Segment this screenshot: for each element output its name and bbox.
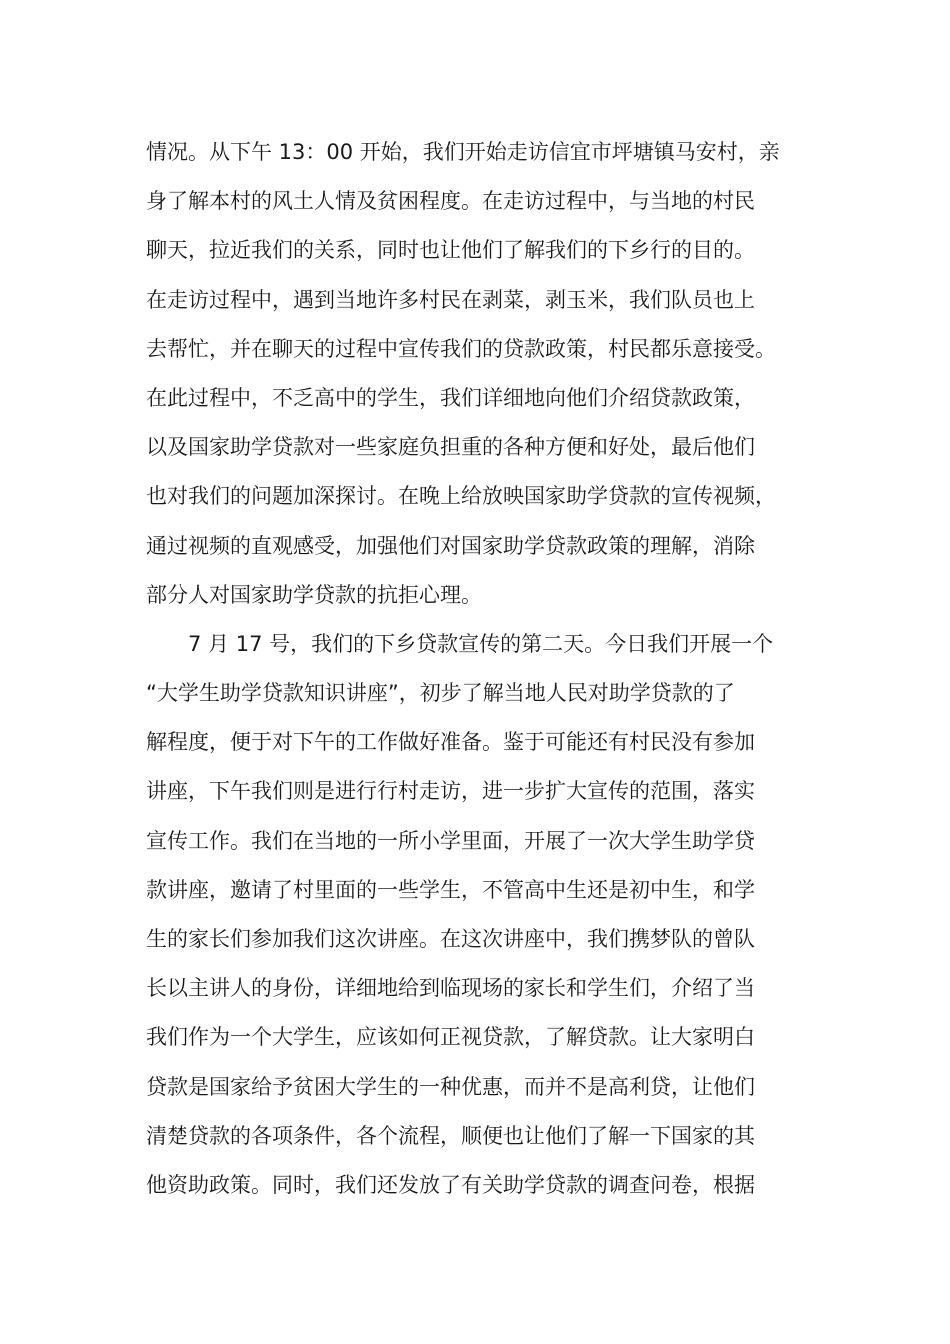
text-line: 贷款是国家给予贫困大学生的一种优惠，而并不是高利贷，让他们 (146, 1074, 755, 1099)
text-line: 款讲座，邀请了村里面的一些学生，不管高中生还是初中生，和学 (146, 877, 755, 902)
text-line: 以及国家助学贷款对一些家庭负担重的各种方便和好处，最后他们 (146, 435, 755, 460)
text-line: 聊天，拉近我们的关系，同时也让他们了解我们的下乡行的目的。 (146, 238, 755, 263)
text-line: 情况。从下午 13：00 开始，我们开始走访信宜市坪塘镇马安村，亲 (146, 140, 780, 164)
text-line: 长以主讲人的身份，详细地给到临现场的家长和学生们，介绍了当 (146, 976, 755, 1001)
text-line: 在走访过程中，遇到当地许多村民在剥菜，剥玉米，我们队员也上 (146, 287, 755, 312)
text-line: 在此过程中，不乏高中的学生，我们详细地向他们介绍贷款政策， (146, 385, 755, 410)
text-line: 去帮忙，并在聊天的过程中宣传我们的贷款政策，村民都乐意接受。 (146, 336, 776, 361)
text-line: 部分人对国家助学贷款的抗拒心理。 (146, 582, 482, 607)
text-line: 也对我们的问题加深探讨。在晚上给放映国家助学贷款的宣传视频， (146, 484, 776, 509)
paragraph-start-line: 7 月 17 号，我们的下乡贷款宣传的第二天。今日我们开展一个 (188, 631, 774, 656)
text-line: 他资助政策。同时，我们还发放了有关助学贷款的调查问卷，根据 (146, 1172, 755, 1197)
body-text (146, 128, 826, 1210)
text-line: 生的家长们参加我们这次讲座。在这次讲座中，我们携梦队的曾队 (146, 927, 755, 951)
text-line: 通过视频的直观感受，加强他们对国家助学贷款政策的理解，消除 (146, 533, 755, 558)
text-line: 解程度，便于对下午的工作做好准备。鉴于可能还有村民没有参加 (146, 730, 755, 755)
text-line: 我们作为一个大学生，应该如何正视贷款，了解贷款。让大家明白 (146, 1025, 755, 1050)
text-line: 讲座，下午我们则是进行行村走访，进一步扩大宣传的范围，落实 (146, 779, 755, 804)
text-line: 身了解本村的风土人情及贫困程度。在走访过程中，与当地的村民 (146, 189, 755, 214)
text-line: “大学生助学贷款知识讲座”，初步了解当地人民对助学贷款的了 (146, 681, 735, 706)
text-line: 宣传工作。我们在当地的一所小学里面，开展了一次大学生助学贷 (146, 828, 755, 853)
text-line: 清楚贷款的各项条件，各个流程，顺便也让他们了解一下国家的其 (146, 1123, 755, 1148)
